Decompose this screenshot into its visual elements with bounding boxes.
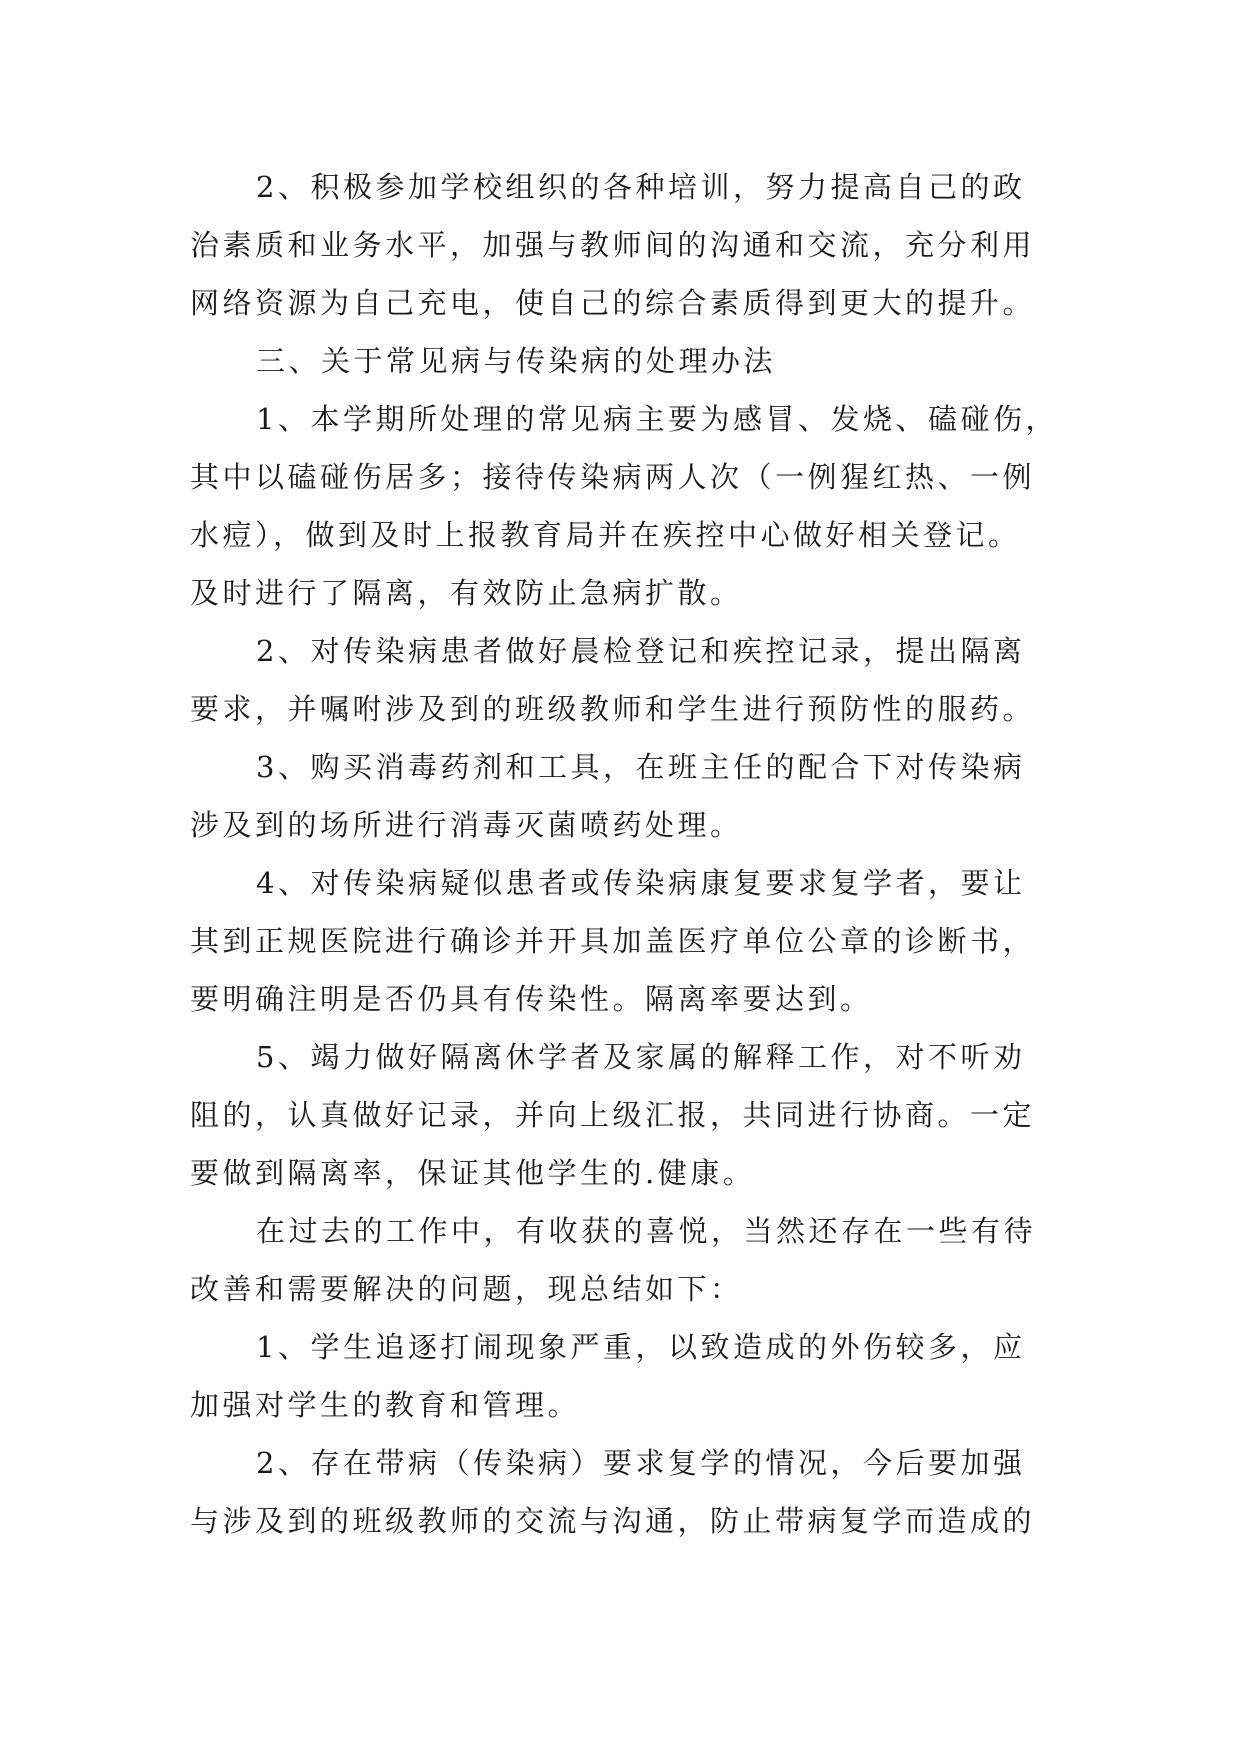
- text-line: 阻的，认真做好记录，并向上级汇报，共同进行协商。一定: [190, 1098, 1036, 1132]
- text-line: 其中以磕碰伤居多；接待传染病两人次（一例猩红热、一例: [190, 460, 1036, 494]
- text-line: 改善和需要解决的问题，现总结如下：: [190, 1272, 743, 1306]
- text-line: 在过去的工作中，有收获的喜悦，当然还存在一些有待: [256, 1214, 1037, 1248]
- text-line: 2、存在带病（传染病）要求复学的情况，今后要加强: [256, 1446, 1026, 1480]
- text-line: 4、对传染病疑似患者或传染病康复要求复学者，要让: [256, 866, 1026, 900]
- text-line: 涉及到的场所进行消毒灭菌喷药处理。: [190, 808, 743, 842]
- text-line: 要求，并嘱咐涉及到的班级教师和学生进行预防性的服药。: [190, 692, 1036, 726]
- text-line: 治素质和业务水平，加强与教师间的沟通和交流，充分利用: [190, 228, 1036, 262]
- text-line: 1、本学期所处理的常见病主要为感冒、发烧、磕碰伤，: [256, 402, 1058, 436]
- text-line: 与涉及到的班级教师的交流与沟通，防止带病复学而造成的: [190, 1504, 1036, 1538]
- text-line: 及时进行了隔离，有效防止急病扩散。: [190, 576, 743, 610]
- section-heading: 三、关于常见病与传染病的处理办法: [256, 344, 777, 378]
- text-line: 加强对学生的教育和管理。: [190, 1388, 581, 1422]
- text-line: 3、购买消毒药剂和工具，在班主任的配合下对传染病: [256, 750, 1026, 784]
- text-line: 1、学生追逐打闹现象严重，以致造成的外伤较多，应: [256, 1330, 1026, 1364]
- text-line: 5、竭力做好隔离休学者及家属的解释工作，对不听劝: [256, 1040, 1026, 1074]
- text-line: 其到正规医院进行确诊并开具加盖医疗单位公章的诊断书，: [190, 924, 1036, 958]
- text-line: 2、积极参加学校组织的各种培训，努力提高自己的政: [256, 170, 1026, 204]
- document-body: [190, 158, 1058, 1550]
- text-line: 要做到隔离率，保证其他学生的.健康。: [190, 1156, 756, 1190]
- text-line: 水痘），做到及时上报教育局并在疾控中心做好相关登记。: [190, 518, 1021, 552]
- text-line: 要明确注明是否仍具有传染性。隔离率要达到。: [190, 982, 873, 1016]
- text-line: 网络资源为自己充电，使自己的综合素质得到更大的提升。: [190, 286, 1036, 320]
- text-line: 2、对传染病患者做好晨检登记和疾控记录，提出隔离: [256, 634, 1026, 668]
